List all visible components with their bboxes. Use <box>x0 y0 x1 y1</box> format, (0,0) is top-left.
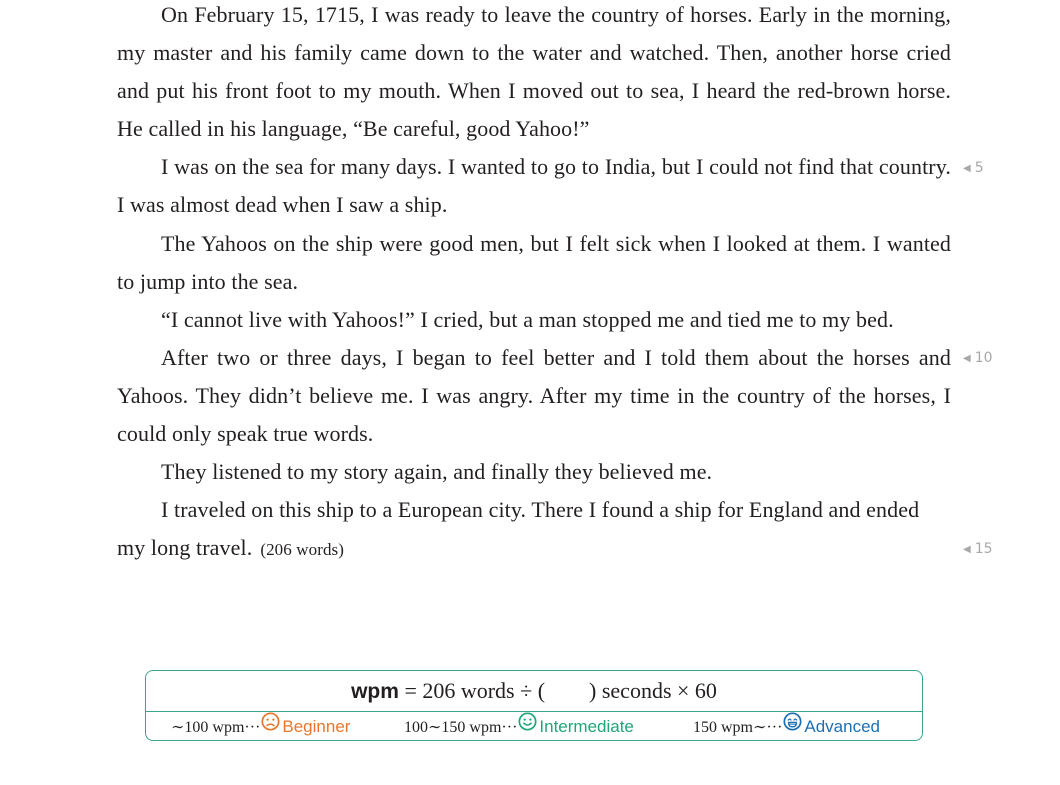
level-legend <box>146 712 922 741</box>
level-label: Advanced <box>804 717 881 736</box>
triangle-left-icon: ◀ <box>963 353 971 364</box>
paragraph: On February 15, 1715, I was ready to leave the country of horses. Early in the morning, my master and his family came down to the water and watched. Then, another horse cried and put his front foot to my mouth. When I moved out to sea, I heard the red-brown horse. He called in his language, “Be careful, good Yahoo!” <box>117 2 951 142</box>
paragraph-text: I traveled on this ship to a European city. There I found a ship for England and ended my long travel. <box>117 497 920 561</box>
wpm-calculation-box <box>145 670 923 741</box>
line-number: 5 <box>974 160 984 176</box>
reading-passage <box>117 0 951 569</box>
line-marker-5 <box>963 160 984 176</box>
level-range: ∼100 wpm··· <box>171 719 261 736</box>
paragraph: I was on the sea for many days. I wanted to go to India, but I could not find that country. I was almost dead when I saw a ship. <box>117 154 951 218</box>
level-intermediate <box>404 712 634 741</box>
level-beginner <box>171 712 350 741</box>
wpm-label: wpm <box>351 680 399 703</box>
level-advanced <box>693 712 880 741</box>
paragraph: After two or three days, I began to feel better and I told them about the horses and Yahoos. They didn’t believe me. I was angry. After my time in the country of the horses, I could only speak true words. <box>117 344 951 447</box>
smile-face-icon <box>518 712 537 741</box>
paragraph: “I cannot live with Yahoos!” I cried, but a man stopped me and tied me to my bed. <box>161 306 894 332</box>
wpm-formula-text: = 206 words ÷ ( ) seconds × 60 <box>398 678 717 703</box>
level-range: 100∼150 wpm··· <box>404 719 518 736</box>
level-label: Intermediate <box>539 717 634 736</box>
frown-face-icon <box>261 712 280 741</box>
triangle-left-icon: ◀ <box>963 163 971 174</box>
line-number: 10 <box>974 350 993 366</box>
level-range: 150 wpm∼··· <box>693 719 783 736</box>
line-marker-15 <box>963 541 993 557</box>
triangle-left-icon: ◀ <box>963 544 971 555</box>
word-count: (206 words) <box>260 540 345 560</box>
laugh-face-icon <box>783 712 802 741</box>
paragraph: The Yahoos on the ship were good men, but I felt sick when I looked at them. I wanted to jump into the sea. <box>117 230 951 294</box>
wpm-formula <box>146 671 922 712</box>
line-marker-10 <box>963 350 993 366</box>
line-number: 15 <box>974 541 993 557</box>
level-label: Beginner <box>282 717 351 736</box>
paragraph <box>117 491 951 569</box>
paragraph: They listened to my story again, and finally they believed me. <box>161 459 713 485</box>
